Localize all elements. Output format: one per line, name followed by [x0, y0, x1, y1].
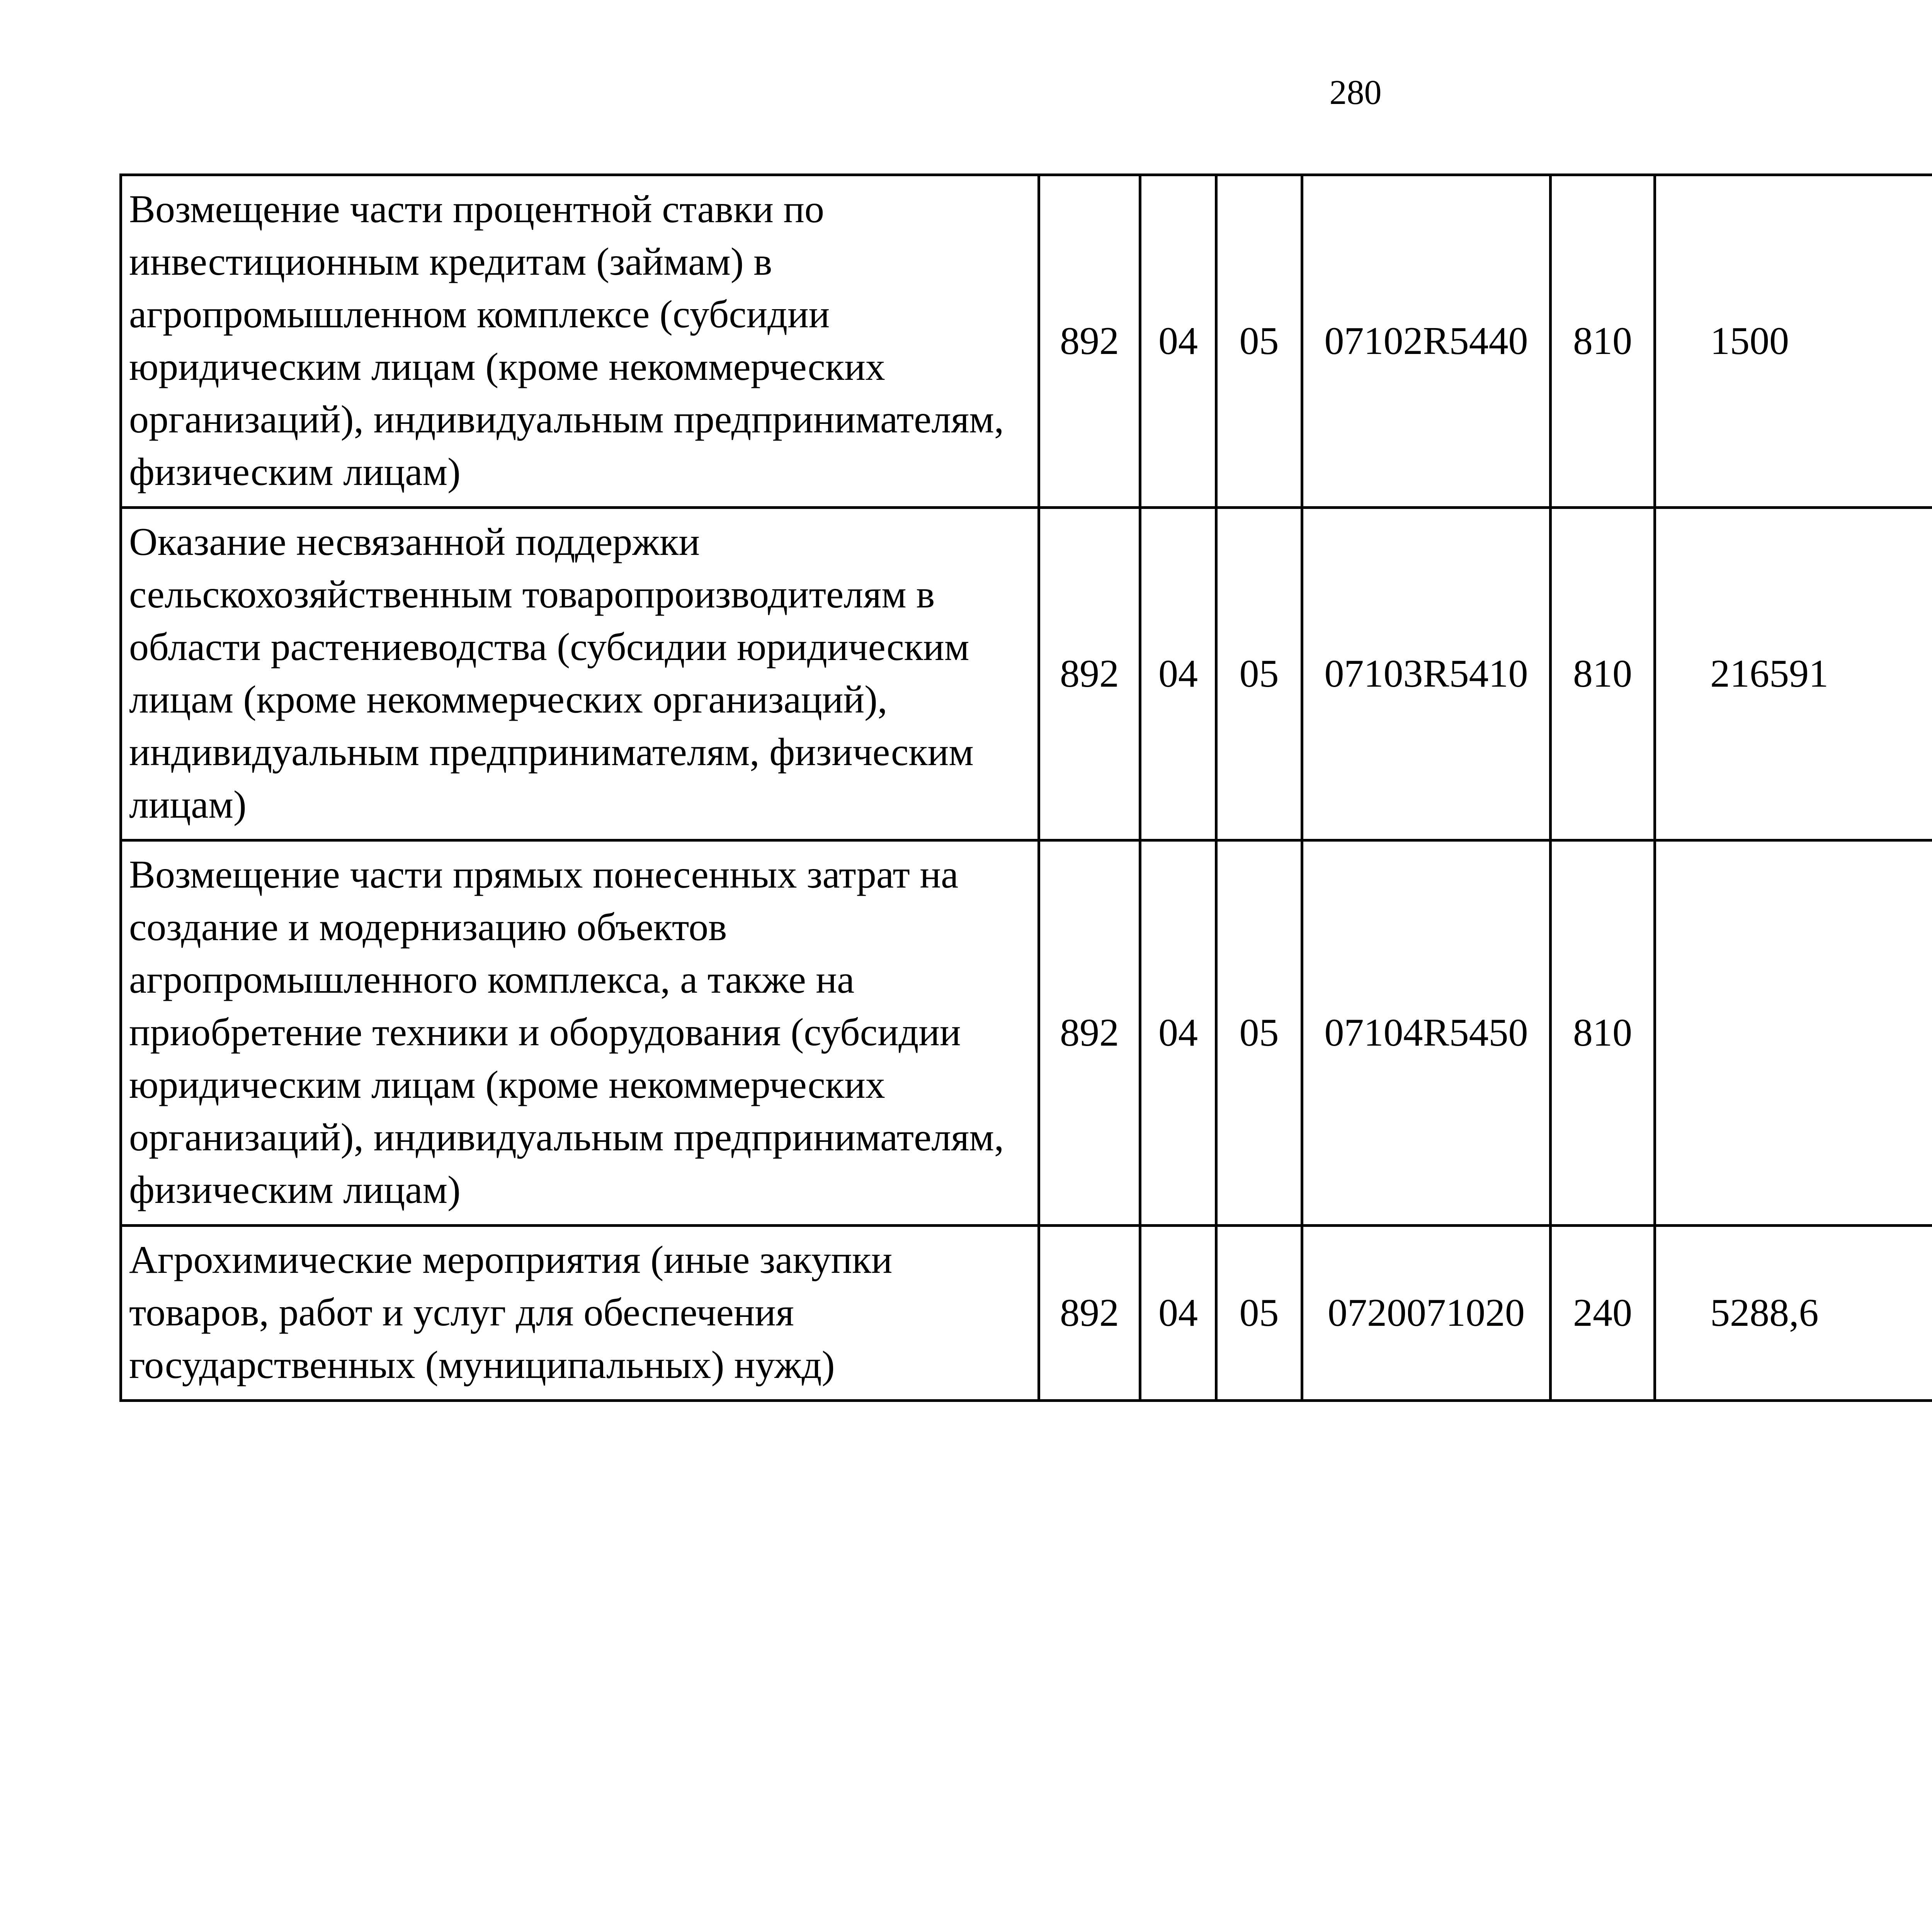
target-article-cell: 07102R5440 — [1302, 175, 1551, 508]
expense-type-cell: 810 — [1551, 175, 1655, 508]
target-article-cell: 0720071020 — [1302, 1226, 1551, 1401]
ministry-code-cell: 892 — [1039, 508, 1140, 840]
subsection-code-cell: 05 — [1216, 840, 1302, 1226]
table-row — [121, 1226, 1932, 1401]
amount-1-cell: 5288,6 — [1655, 1226, 1932, 1401]
expense-type-cell: 810 — [1551, 840, 1655, 1226]
table-row — [121, 508, 1932, 840]
expense-name-cell: Возмещение части процентной ставки по инвестиционным кредитам (займам) в агропромышленном комплексе (субсидии юридическим лицам (кроме некоммерческих организаций), индивидуальным предпринимателям, физическим лицам) — [121, 175, 1039, 508]
section-code-cell: 04 — [1140, 508, 1216, 840]
ministry-code-cell: 892 — [1039, 175, 1140, 508]
expense-type-cell: 240 — [1551, 1226, 1655, 1401]
expense-name-cell: Возмещение части прямых понесенных затрат на создание и модернизацию объектов агропромышленного комплекса, а также на приобретение техники и оборудования (субсидии юридическим лицам (кроме некоммерческих организаций), индивидуальным предпринимателям, физическим лицам) — [121, 840, 1039, 1226]
table-row — [121, 175, 1932, 508]
subsection-code-cell: 05 — [1216, 508, 1302, 840]
section-code-cell: 04 — [1140, 175, 1216, 508]
section-code-cell: 04 — [1140, 840, 1216, 1226]
ministry-code-cell: 892 — [1039, 1226, 1140, 1401]
expense-type-cell: 810 — [1551, 508, 1655, 840]
amount-1-cell: 1500 — [1655, 175, 1932, 508]
subsection-code-cell: 05 — [1216, 1226, 1302, 1401]
target-article-cell: 07104R5450 — [1302, 840, 1551, 1226]
section-code-cell: 04 — [1140, 1226, 1216, 1401]
table-row — [121, 840, 1932, 1226]
expense-name-cell: Оказание несвязанной поддержки сельскохозяйственным товаропроизводителям в области растениеводства (субсидии юридическим лицам (кроме некоммерческих организаций), индивидуальным предпринимателям, физическим лицам) — [121, 508, 1039, 840]
amount-1-cell — [1655, 840, 1932, 1226]
expense-name-cell: Агрохимические мероприятия (иные закупки товаров, работ и услуг для обеспечения государственных (муниципальных) нужд) — [121, 1226, 1039, 1401]
budget-table — [119, 173, 1932, 1402]
ministry-code-cell: 892 — [1039, 840, 1140, 1226]
target-article-cell: 07103R5410 — [1302, 508, 1551, 840]
page-number: 280 — [1329, 73, 1382, 112]
subsection-code-cell: 05 — [1216, 175, 1302, 508]
amount-1-cell: 216591 — [1655, 508, 1932, 840]
